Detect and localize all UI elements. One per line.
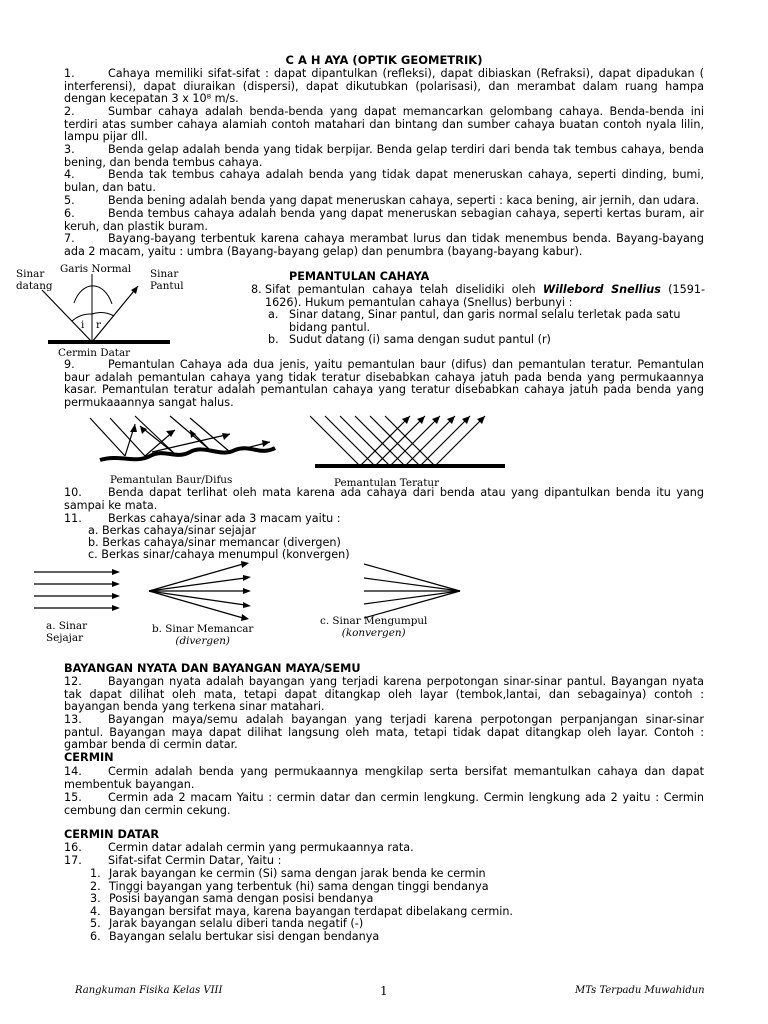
divergent-beam-diagram: [145, 560, 255, 622]
item-text: Cermin datar adalah cermin yang permukaannya rata.: [108, 841, 414, 854]
heading-pemantulan: PEMANTULAN CAHAYA: [289, 270, 430, 283]
label-angle-i: i: [81, 319, 85, 331]
item-number: 7.: [64, 232, 75, 245]
item-8-text: Sifat pemantulan cahaya telah diselidiki oleh Willebord Snellius (1591-1626). Hukum pemantulan cahaya (Snellus) berbunyi :: [265, 283, 705, 309]
berkas-a: a. Berkas cahaya/sinar sejajar: [88, 524, 257, 537]
item-14: [64, 766, 704, 791]
list-item: 4. Bayangan bersifat maya, karena bayangan terdapat dibelakang cermin.: [90, 904, 513, 918]
heading-cermin: CERMIN: [64, 751, 114, 764]
item-number: 4.: [64, 168, 75, 181]
heading-bayangan: BAYANGAN NYATA DAN BAYANGAN MAYA/SEMU: [64, 662, 361, 675]
diffuse-reflection-diagram: [80, 412, 290, 472]
list-item: 6. Bayangan selalu bertukar sisi dengan bendanya: [90, 929, 380, 943]
item-text: Sifat-sifat Cermin Datar, Yaitu :: [108, 854, 282, 867]
item-10: [64, 487, 704, 512]
item-text: Bayangan maya/semu adalah bayangan yang terjadi karena perpotongan perpanjangan sinar-sinar pantul. Bayangan maya dapat dilihat langsung oleh mata, tetapi tidak dapat ditangkap oleh layar. Contoh : gambar benda di cermin datar.: [64, 713, 704, 752]
law-a-text: Sinar datang, Sinar pantul, dan garis normal selalu terletak pada satu bidang pantul.: [289, 308, 681, 334]
item-15: [64, 792, 704, 817]
item-text: Sumbar cahaya adalah benda-benda yang dapat memancarkan gelombang cahaya. Benda-benda ini terdiri atas sumber cahaya alamiah contoh matahari dan bintang dan sumber cahaya buatan contoh nyala lilin, lampu pijar dll.: [64, 105, 704, 144]
incident-ray: [42, 290, 92, 342]
item-text: Bayang-bayang terbentuk karena cahaya merambat lurus dan tidak menembus benda. Bayang-bayang ada 2 macam, yaitu : umbra (Bayang-bayang gelap) dan penumbra (bayang-bayang kabur).: [64, 232, 704, 258]
item-text: Cermin ada 2 macam Yaitu : cermin datar dan cermin lengkung. Cermin lengkung ada 2 yaitu : Cermin cembung dan cermin cekung.: [64, 791, 704, 817]
berkas-c: c. Berkas sinar/cahaya menumpul (konvergen): [88, 548, 350, 561]
label-cermin-datar: Cermin Datar: [58, 347, 131, 359]
reflected-ray: [92, 286, 138, 342]
item-text: Cahaya memiliki sifat-sifat : dapat dipantulkan (refleksi), dapat dibiaskan (Refraksi), dapat dipadukan ( interferensi), dapat diuraikan (dispersi), dapat dikutubkan (polarisasi), dan merambat dalam ruang hampa dengan kecepatan 3 x 10⁸ m/s.: [64, 67, 704, 106]
list-item: 1. Jarak bayangan ke cermin (Si) sama dengan jarak benda ke cermin: [90, 867, 486, 880]
item-12: [64, 676, 704, 714]
item-4: [64, 169, 704, 194]
label-sinar-mengumpul: c. Sinar Mengumpul (konvergen): [320, 615, 428, 639]
item-number: 3.: [64, 143, 75, 156]
item-number: 17.: [64, 854, 82, 867]
item-number: 10.: [64, 486, 82, 499]
label-sinar-pantul: Sinar Pantul: [150, 268, 184, 292]
item-number: 15.: [64, 791, 82, 804]
label-sinar-datang: Sinar datang: [16, 268, 53, 292]
label-pemantulan-baur: Pemantulan Baur/Difus: [110, 474, 233, 486]
item-3: [64, 144, 704, 169]
list-item: 5. Jarak bayangan selalu diberi tanda negatif (-): [90, 917, 364, 931]
convergent-beam-diagram: [360, 560, 470, 622]
label-angle-r: r: [96, 319, 101, 331]
footer-right: MTs Terpadu Muwahidun: [575, 985, 705, 996]
heading-cermin-datar: CERMIN DATAR: [64, 828, 160, 841]
law-b-text: Sudut datang (i) sama dengan sudut pantul (r): [289, 333, 551, 346]
regular-reflection-diagram: [300, 410, 520, 472]
item-text: Bayangan nyata adalah bayangan yang terjadi karena perpotongan sinar-sinar pantul. Bayangan nyata tak dapat dilihat oleh mata, tetapi dapat ditangkap oleh layar (tembok,lantai, dan sebagainya) contoh : bayangan benda yang terkena sinar matahari.: [64, 675, 704, 714]
label-garis-normal: Garis Normal: [60, 263, 132, 275]
item-text: Pemantulan Cahaya ada dua jenis, yaitu pemantulan baur (difus) dan pemantulan teratur. Pemantulan baur adalah pemantulan cahaya yang tidak teratur disebabkan cahaya jatuh pada benda yang permukaannya kasar. Pemantulan teratur adalah pemantulan cahaya yang teratur disebabkan cahaya jatuh pada benda yang permukaaannya sangat halus.: [64, 358, 704, 409]
item-2: [64, 106, 704, 144]
item-text: Benda dapat terlihat oleh mata karena ada cahaya dari benda atau yang dipantulkan benda itu yang sampai ke mata.: [64, 486, 704, 512]
angle-arc-r: [92, 313, 114, 316]
normal-arc: [74, 286, 112, 304]
page-title: C A H AYA (OPTIK GEOMETRIK): [285, 53, 483, 67]
item-9: [64, 359, 704, 409]
item-number: 14.: [64, 765, 82, 778]
item-7: [64, 233, 704, 258]
item-number: 1.: [64, 67, 75, 80]
item-number: 16.: [64, 841, 82, 854]
item-17: [64, 855, 704, 868]
item-number: 6.: [64, 207, 75, 220]
item-16: [64, 842, 704, 855]
item-5: [64, 195, 704, 208]
label-sinar-sejajar: a. Sinar Sejajar: [46, 620, 88, 644]
label-sinar-memancar: b. Sinar Memancar (divergen): [152, 623, 254, 647]
item-text: Benda gelap adalah benda yang tidak berpijar. Benda gelap terdiri dari benda tak tembus cahaya, benda bening, dan benda tembus cahaya.: [64, 143, 704, 169]
footer-left: Rangkuman Fisika Kelas VIII: [75, 985, 223, 996]
list-item: 2. Tinggi bayangan yang terbentuk (hi) sama dengan tinggi bendanya: [90, 879, 489, 893]
label-pemantulan-teratur: Pemantulan Teratur: [334, 477, 440, 489]
item-text: Cermin adalah benda yang permukaannya mengkilap serta bersifat memantulkan cahaya dan dapat membentuk bayangan.: [64, 765, 704, 791]
item-text: Benda tembus cahaya adalah benda yang dapat meneruskan sebagian cahaya, seperti kertas buram, air keruh, dan plastik buram.: [64, 207, 704, 233]
page-number: 1: [380, 984, 388, 998]
scientist-name: Willebord Snellius: [542, 283, 661, 296]
parallel-beam-diagram: [30, 566, 125, 616]
item-number: 5.: [64, 194, 75, 207]
list-item: 3. Posisi bayangan sama dengan posisi bendanya: [90, 892, 374, 906]
law-b-label: b.: [268, 333, 279, 346]
item-text: Benda bening adalah benda yang dapat meneruskan cahaya, seperti : kaca bening, air jernih, dan udara.: [108, 194, 700, 207]
item-number: 9.: [64, 358, 75, 371]
item-number: 11.: [64, 512, 82, 525]
item-text: Berkas cahaya/sinar ada 3 macam yaitu :: [108, 512, 341, 525]
item-6: [64, 208, 704, 233]
item-number: 12.: [64, 675, 82, 688]
item-13: [64, 714, 704, 752]
item-1: [64, 68, 704, 106]
item-text: Benda tak tembus cahaya adalah benda yang tidak dapat meneruskan cahaya, seperti dinding, bumi, bulan, dan batu.: [64, 168, 704, 194]
sifat-list: [90, 868, 710, 944]
item-number: 2.: [64, 105, 75, 118]
berkas-b: b. Berkas cahaya/sinar memancar (divergen): [88, 536, 341, 549]
item-8-number: 8.: [251, 283, 262, 296]
item-number: 13.: [64, 713, 82, 726]
law-a-label: a.: [268, 308, 279, 321]
